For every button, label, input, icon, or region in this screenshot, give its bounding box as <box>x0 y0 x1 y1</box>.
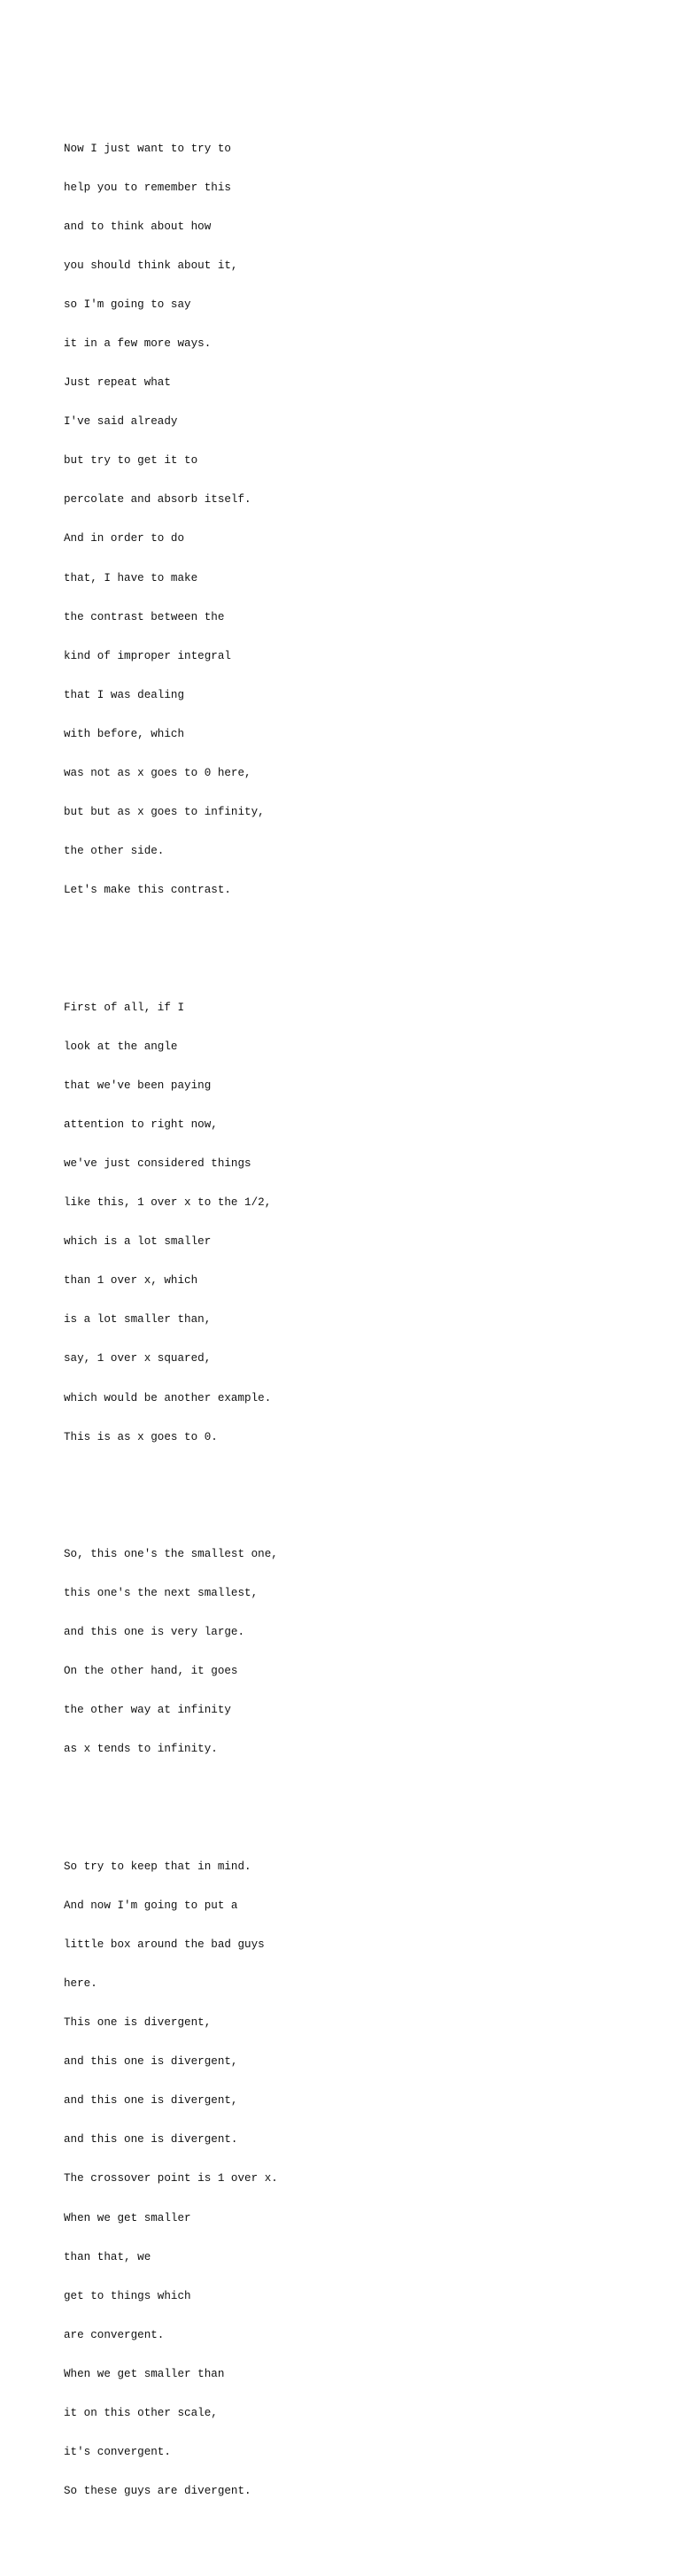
text-line: that I was dealing <box>64 688 185 701</box>
text-line: And now I'm going to put a <box>64 1899 238 1912</box>
paragraph-1 <box>64 116 630 923</box>
text-line: which is a lot smaller <box>64 1235 212 1249</box>
text-line: and this one is divergent, <box>64 2055 238 2069</box>
text-line: than 1 over x, which <box>64 1274 198 1288</box>
text-line: and to think about how <box>64 220 212 233</box>
paragraph-2 <box>64 975 630 1470</box>
text-line: it in a few more ways. <box>64 337 212 350</box>
text-line: it's convergent. <box>64 2446 171 2459</box>
text-line: So, this one's the smallest one, <box>64 1547 278 1560</box>
text-line: This one is divergent, <box>64 2016 212 2030</box>
text-line: that we've been paying <box>64 1079 212 1092</box>
transcript-text <box>64 77 630 2576</box>
text-line: as x tends to infinity. <box>64 1743 218 1756</box>
text-line: and this one is divergent, <box>64 2094 238 2108</box>
text-line: little box around the bad guys <box>64 1938 265 1951</box>
text-line: percolate and absorb itself. <box>64 493 251 507</box>
text-line: So these guys are divergent. <box>64 2485 251 2498</box>
text-line: here. <box>64 1976 97 1990</box>
text-line: but try to get it to <box>64 454 198 468</box>
text-line: When we get smaller than <box>64 2367 225 2380</box>
text-line: Just repeat what <box>64 376 171 390</box>
text-line: look at the angle <box>64 1040 178 1053</box>
text-line: it on this other scale, <box>64 2407 218 2419</box>
text-line: On the other hand, it goes <box>64 1665 238 1678</box>
text-line: than that, we <box>64 2250 151 2263</box>
text-line: attention to right now, <box>64 1118 218 1131</box>
text-line: The crossover point is 1 over x. <box>64 2172 278 2185</box>
text-line: which would be another example. <box>64 1391 272 1404</box>
text-line: the other side. <box>64 845 165 858</box>
text-line: that, I have to make <box>64 571 198 584</box>
text-line: When we get smaller <box>64 2211 191 2224</box>
text-line: are convergent. <box>64 2328 165 2341</box>
text-line: say, 1 over x squared, <box>64 1352 212 1365</box>
text-line: you should think about it, <box>64 259 238 272</box>
text-line: First of all, if I <box>64 1001 185 1014</box>
text-line: so I'm going to say <box>64 298 191 311</box>
text-line: help you to remember this <box>64 181 231 194</box>
paragraph-3 <box>64 1522 630 1783</box>
text-line: Now I just want to try to <box>64 142 231 155</box>
text-line: with before, which <box>64 727 185 740</box>
text-line: but but as x goes to infinity, <box>64 806 265 819</box>
text-line: This is as x goes to 0. <box>64 1430 218 1443</box>
text-line: So try to keep that in mind. <box>64 1860 251 1873</box>
text-line: get to things which <box>64 2289 191 2302</box>
text-line: is a lot smaller than, <box>64 1313 212 1327</box>
text-line: like this, 1 over x to the 1/2, <box>64 1196 272 1210</box>
text-line: kind of improper integral <box>64 649 231 662</box>
text-line: the contrast between the <box>64 610 225 623</box>
text-line: Let's make this contrast. <box>64 884 231 897</box>
text-line: we've just considered things <box>64 1156 251 1170</box>
text-line: I've said already <box>64 415 178 429</box>
text-line: was not as x goes to 0 here, <box>64 767 251 780</box>
text-line: and this one is very large. <box>64 1626 245 1639</box>
paragraph-4 <box>64 1834 630 2524</box>
text-line: this one's the next smallest, <box>64 1587 259 1600</box>
text-line: And in order to do <box>64 532 185 545</box>
text-line: the other way at infinity <box>64 1704 231 1717</box>
text-line: and this one is divergent. <box>64 2133 238 2147</box>
